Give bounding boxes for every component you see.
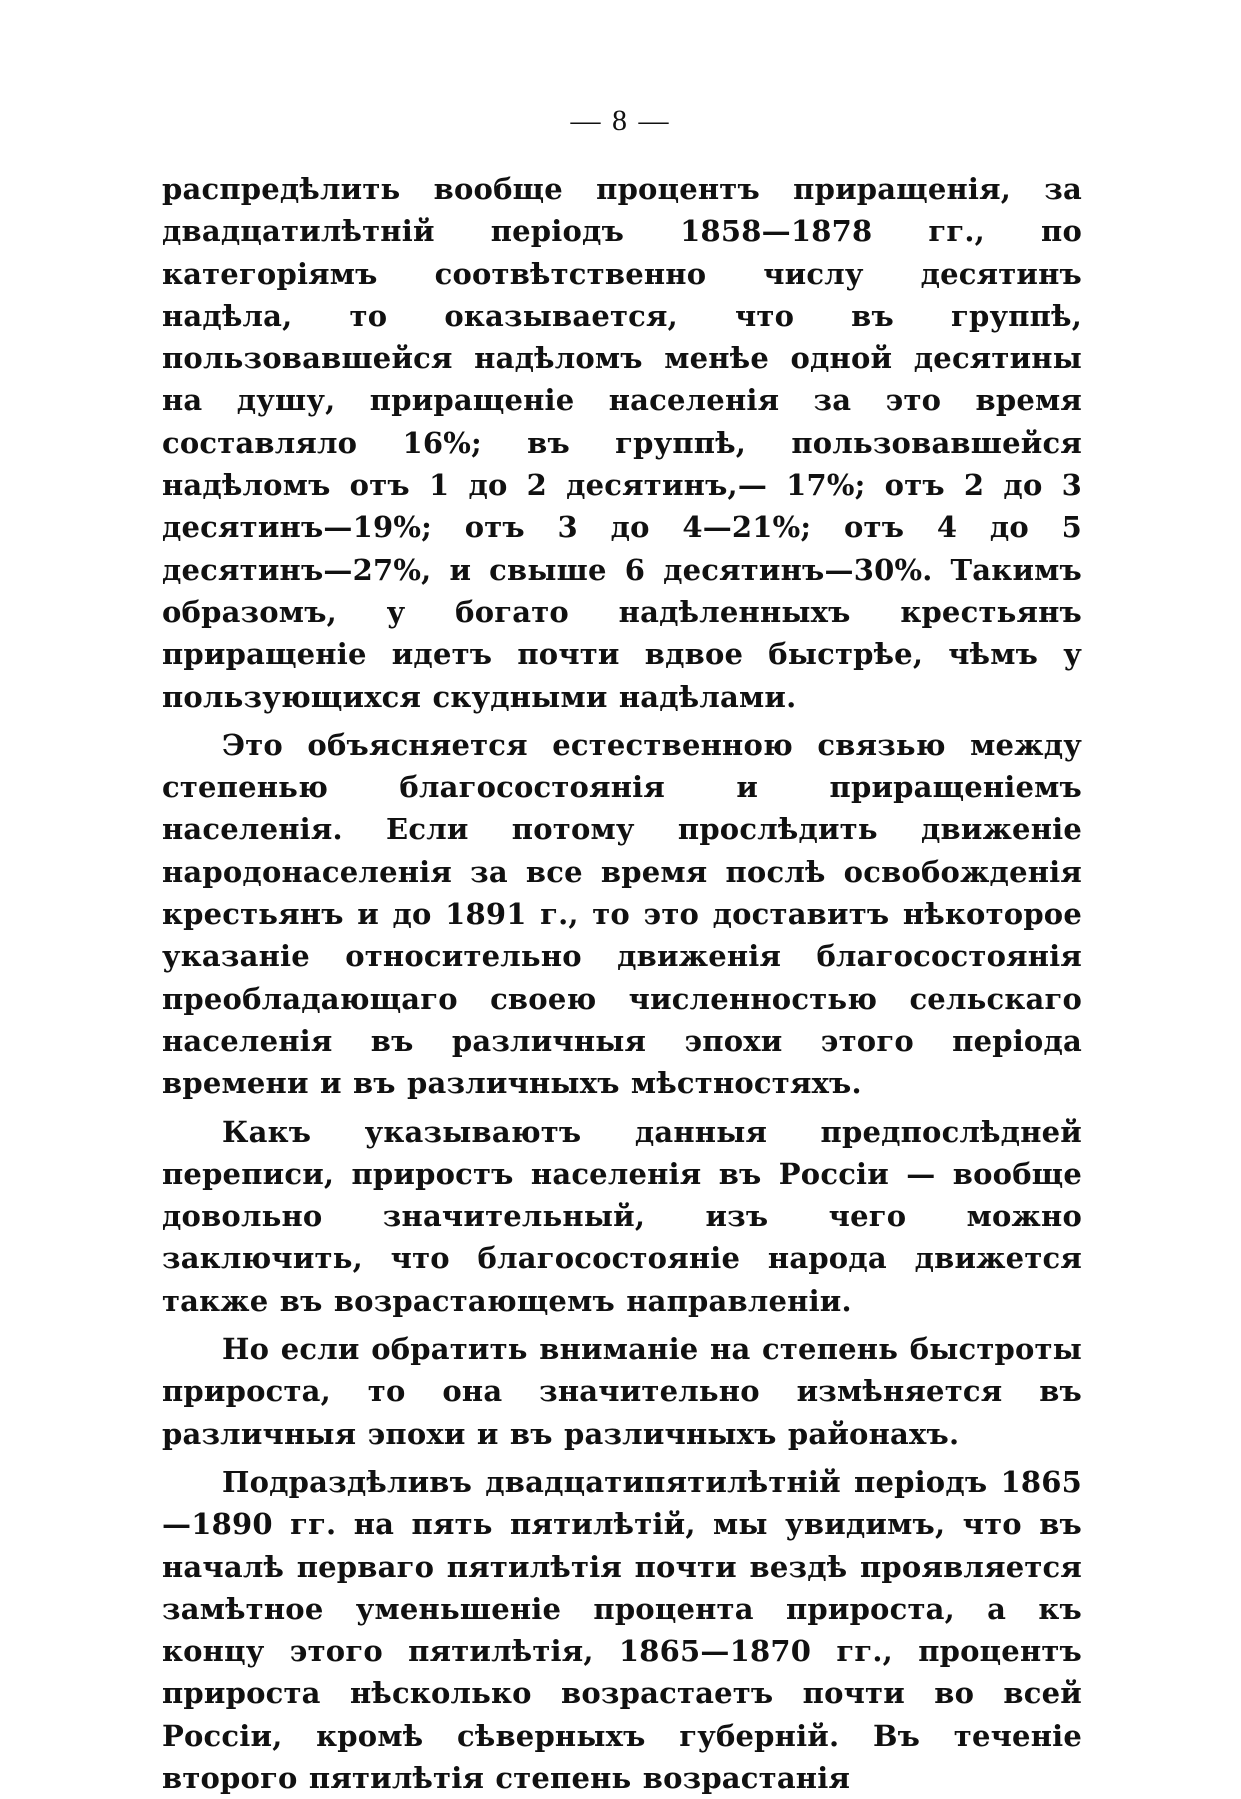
paragraph-4: Но если обратить вниманіе на степень быстроты прироста, то она значительно измѣняется въ различныя эпохи и въ различныхъ районахъ. [162,1332,1082,1451]
page-number: — 8 — [570,104,671,137]
paragraph-2: Это объясняется естественною связью между степенью благосостоянія и приращеніемъ населенія. Если потому прослѣдить движеніе народонаселенія за все время послѣ освобожденія крестьянъ и до 1891 г., то это доставитъ нѣкоторое указаніе относительно движенія благосостоянія преобладающаго своею численностью сельскаго населенія въ различныя эпохи этого періода времени и въ различныхъ мѣстностяхъ. [162,727,1082,1101]
body-text [162,168,1082,1799]
paragraph-1: распредѣлить вообще процентъ приращенія, за двадцатилѣтній періодъ 1858—1878 гг., по категоріямъ соотвѣтственно числу десятинъ надѣла, то оказывается, что въ группѣ, пользовавшейся надѣломъ менѣе одной десятины на душу, приращеніе населенія за это время составляло 16%; въ группѣ, пользовавшейся надѣломъ отъ 1 до 2 десятинъ,— 17%; отъ 2 до 3 десятинъ—19%; отъ 3 до 4—21%; отъ 4 до 5 десятинъ—27%, и свыше 6 десятинъ—30%. Такимъ образомъ, у богато надѣленныхъ крестьянъ приращеніе идетъ почти вдвое быстрѣе, чѣмъ у пользующихся скудными надѣлами. [162,172,1082,714]
paragraph-5: Подраздѣливъ двадцатипятилѣтній періодъ 1865—1890 гг. на пять пятилѣтій, мы увидимъ, что въ началѣ перваго пятилѣтія почти вездѣ проявляется замѣтное уменьшеніе процента прироста, а къ концу этого пятилѣтія, 1865—1870 гг., процентъ прироста нѣсколько возрастаетъ почти во всей Россіи, кромѣ сѣверныхъ губерній. Въ теченіе второго пятилѣтія степень возрастанія [162,1464,1082,1795]
paragraph-3: Какъ указываютъ данныя предпослѣдней переписи, приростъ населенія въ Россіи — вообще довольно значительный, изъ чего можно заключить, что благосостояніе народа движется также въ возрастающемъ направленіи. [162,1114,1082,1318]
